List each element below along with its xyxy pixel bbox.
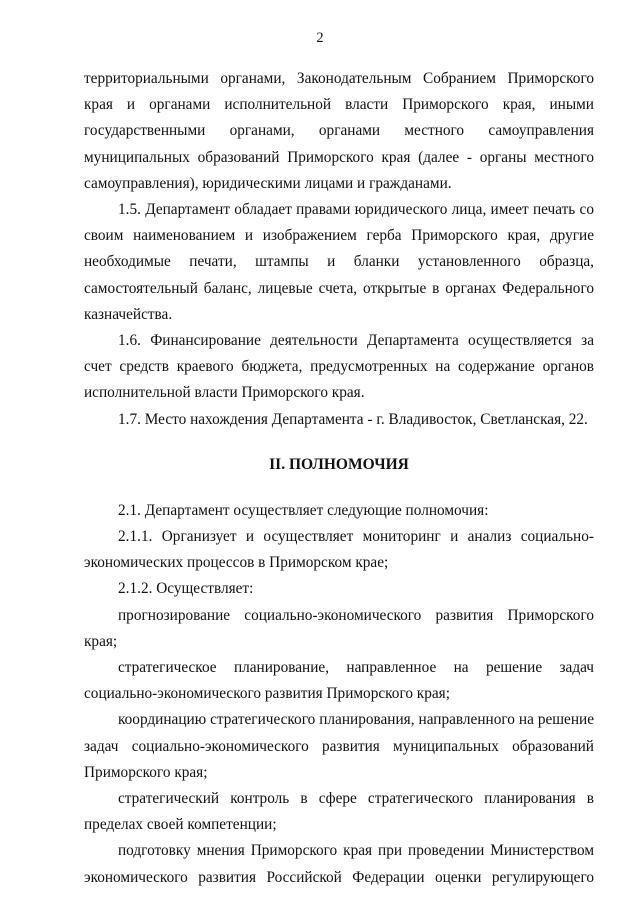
paragraph-strategic-control: стратегический контроль в сфере стратегического планирования в пределах своей компетенции; <box>84 790 594 834</box>
paragraph-1-7: 1.7. Место нахождения Департамента - г. Владивосток, Светланская, 22. <box>118 410 588 428</box>
paragraph-2-1-1: 2.1.1. Организует и осуществляет мониторинг и анализ социально-экономических процессов в Приморском крае; <box>84 528 594 572</box>
page-number: 2 <box>316 30 324 46</box>
paragraph-2-1-2: 2.1.2. Осуществляет: <box>118 580 254 598</box>
paragraph-continued: территориальными органами, Законодательным Собранием Приморского края и органами исполнительной власти Приморского края, иными государственными органами, органами местного самоуправления муниципальных образований Приморского края (далее - органы местного самоуправления), юридическими лицами и гражданами. <box>84 70 594 192</box>
paragraph-1-5: 1.5. Департамент обладает правами юридического лица, имеет печать со своим наименованием и изображением герба Приморского края, другие необходимые печати, штампы и бланки установленного образца, самостоятельный баланс, лицевые счета, открытые в органах Федерального казначейства. <box>84 201 594 323</box>
paragraph-strategic-planning: стратегическое планирование, направленное на решение задач социально-экономического развития Приморского края; <box>84 659 594 703</box>
paragraph-coordination: координацию стратегического планирования, направленного на решение задач социально-экономического развития муниципальных образований Приморского края; <box>84 711 594 781</box>
paragraph-2-1: 2.1. Департамент осуществляет следующие полномочия: <box>118 501 489 519</box>
paragraph-1-6: 1.6. Финансирование деятельности Департамента осуществляется за счет средств краевого бюджета, предусмотренных на содержание органов исполнительной власти Приморского края. <box>84 332 594 402</box>
document-body <box>84 66 594 891</box>
paragraph-forecasting: прогнозирование социально-экономического развития Приморского края; <box>84 606 594 650</box>
section-heading: II. ПОЛНОМОЧИЯ <box>269 455 409 473</box>
paragraph-opinion: подготовку мнения Приморского края при проведении Министерством экономического развития Российской Федерации оценки регулирующего <box>84 842 594 886</box>
